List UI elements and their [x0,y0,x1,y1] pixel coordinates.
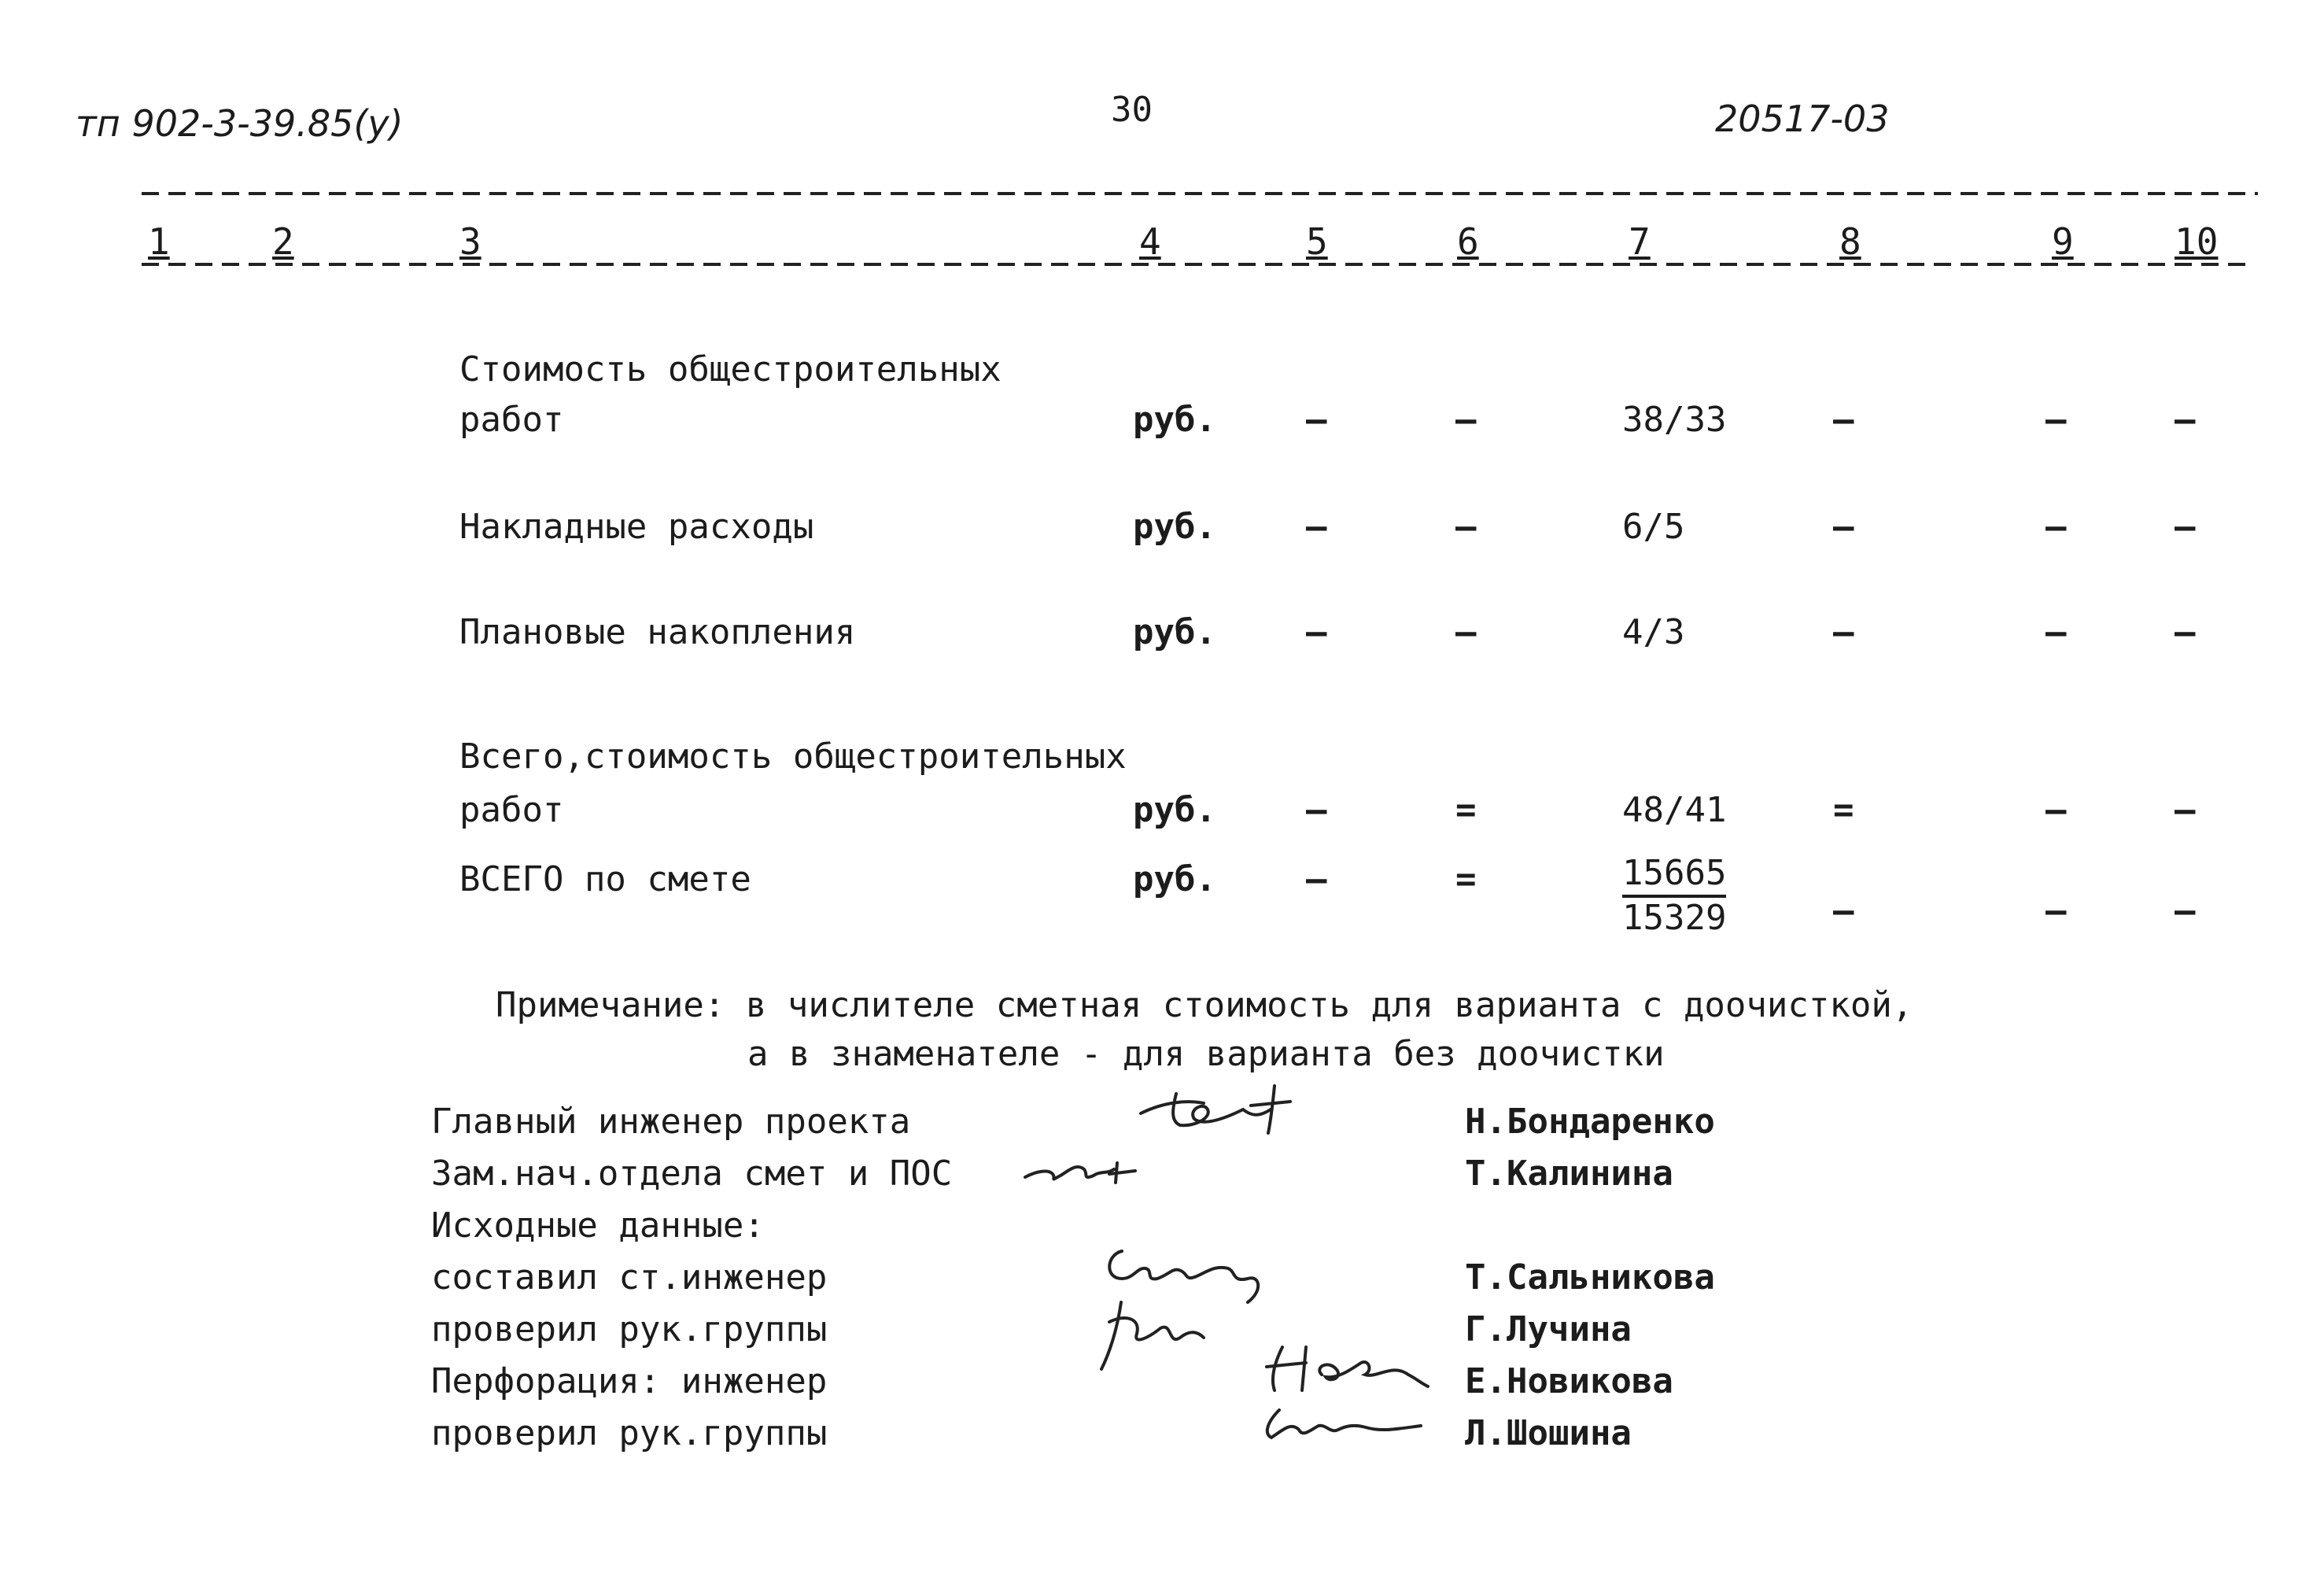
cell-col8: – [1833,612,1854,652]
column-number-2: 2 [272,220,294,263]
cell-col9: – [2045,400,2067,440]
row-label: Плановые накопления [459,612,856,652]
column-number-6: 6 [1457,220,1479,263]
row-label: Накладные расходы [459,507,814,547]
section-heading: Исходные данные: [431,1205,765,1246]
cell-col6: – [1455,507,1477,547]
cell-col10: – [2175,400,2196,440]
cell-col8: – [1833,400,1854,440]
column-number-10: 10 [2175,220,2219,263]
cell-col7: 38/33 [1622,400,1727,440]
signatory-name: Т.Калинина [1465,1154,1673,1194]
cell-col9: – [2045,790,2067,830]
row-label: Всего,стоимость общестроительных [459,736,1127,777]
cell-col7: 48/41 [1622,790,1727,830]
cell-col6: – [1455,400,1477,440]
cell-col5: – [1306,790,1327,830]
cell-col9: – [2045,891,2067,931]
row-label: Стоимость общестроительных [459,349,1002,389]
cell-col6: = [1455,859,1477,899]
table-top-rule [142,192,2258,195]
row-label: работ [459,790,564,830]
cell-col10: – [2175,507,2196,547]
signatory-role: проверил рук.группы [431,1309,828,1349]
signatory-role: составил ст.инженер [431,1257,828,1298]
cell-col5: – [1306,859,1327,899]
column-header-rule [142,263,2250,266]
row-label: работ [459,400,564,440]
signature-shoshina [1256,1394,1429,1449]
sheet-code: 20517-03 [1715,98,1890,140]
cell-col10: – [2175,891,2196,931]
column-number-3: 3 [459,220,481,263]
signatory-role: Зам.нач.отдела смет и ПОС [431,1154,953,1194]
row-unit: руб. [1133,507,1216,547]
note-line-1: Примечание: в числителе сметная стоимость для варианта с доочисткой, [496,985,1913,1025]
document-code: тп 902-3-39.85(у) [76,102,404,145]
cell-col6: = [1455,790,1477,830]
row-unit: руб. [1133,790,1216,830]
total-denominator: 15329 [1622,897,1727,938]
signatory-role: Перфорация: инженер [431,1361,828,1401]
signatory-name: Е.Новикова [1465,1361,1673,1401]
signature-novikova [1251,1331,1440,1402]
cell-col9: – [2045,507,2067,547]
cell-col5: – [1306,612,1327,652]
cell-col7: 6/5 [1622,507,1685,547]
cell-col5: – [1306,400,1327,440]
row-label: ВСЕГО по смете [459,859,751,899]
column-number-1: 1 [148,220,170,263]
cell-col6: – [1455,612,1477,652]
row-unit: руб. [1133,612,1216,652]
signatory-name: Г.Лучина [1465,1309,1632,1349]
cell-col7: 4/3 [1622,612,1685,652]
cell-col9: – [2045,612,2067,652]
signatory-name: Л.Шошина [1465,1413,1632,1453]
page-number: 30 [1111,90,1153,130]
column-number-7: 7 [1629,220,1651,263]
signatory-role: Главный инженер проекта [431,1102,911,1142]
cell-col5: – [1306,507,1327,547]
total-fraction [1622,853,1726,940]
column-number-9: 9 [2052,220,2074,263]
cell-col8: – [1833,507,1854,547]
cell-col10: – [2175,790,2196,830]
column-number-4: 4 [1139,220,1161,263]
column-number-8: 8 [1839,220,1861,263]
signature-kalinina [1021,1147,1194,1194]
row-unit: руб. [1133,400,1216,440]
signatory-role: проверил рук.группы [431,1413,828,1453]
note-line-2: а в знаменателе - для варианта без доочистки [747,1034,1665,1074]
cell-col8: = [1833,790,1854,830]
total-numerator: 15665 [1622,853,1726,898]
signatory-name: Н.Бондаренко [1465,1102,1715,1142]
row-unit: руб. [1133,859,1216,899]
signatory-name: Т.Сальникова [1465,1257,1715,1298]
signature-bondarenko [1133,1078,1337,1141]
cell-col8: – [1833,891,1854,931]
cell-col10: – [2175,612,2196,652]
column-number-5: 5 [1306,220,1328,263]
signature-luchina [1094,1290,1235,1377]
